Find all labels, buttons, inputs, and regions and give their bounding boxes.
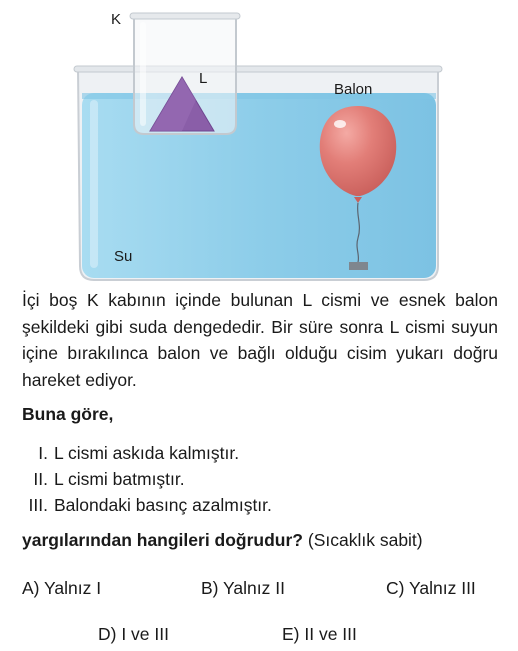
lead-text: Buna göre, xyxy=(22,404,114,424)
option-B[interactable]: B) Yalnız II xyxy=(201,578,285,598)
label-water: Su xyxy=(114,248,133,265)
statement-2-number: II. xyxy=(33,469,48,489)
statement-1-number: I. xyxy=(38,443,48,463)
label-L: L xyxy=(199,70,208,87)
option-E[interactable]: E) II ve III xyxy=(282,624,357,644)
physics-figure xyxy=(0,0,518,290)
option-A[interactable]: A) Yalnız I xyxy=(22,578,102,598)
statement-3-number: III. xyxy=(28,495,48,515)
option-D[interactable]: D) I ve III xyxy=(98,624,169,644)
question-bold: yargılarından hangileri doğrudur? xyxy=(22,530,303,550)
attached-object xyxy=(349,262,368,270)
statement-3-text: Balondaki basınç azalmıştır. xyxy=(54,495,272,515)
label-K: K xyxy=(111,11,122,28)
statement-2-text: L cismi batmıştır. xyxy=(54,469,185,489)
question-note: (Sıcaklık sabit) xyxy=(307,530,423,550)
statement-1-text: L cismi askıda kalmıştır. xyxy=(54,443,240,463)
question-line xyxy=(22,527,423,553)
label-balloon: Balon xyxy=(334,81,373,98)
option-C[interactable]: C) Yalnız III xyxy=(386,578,476,598)
question-stem: İçi boş K kabının içinde bulunan L cismi ve esnek balon şekildeki gibi suda dengededir. Bir süre sonra L cismi suyun içine bırakılınca balon ve bağlı olduğu cisim yukarı doğru hareket ediyor. xyxy=(22,290,498,390)
